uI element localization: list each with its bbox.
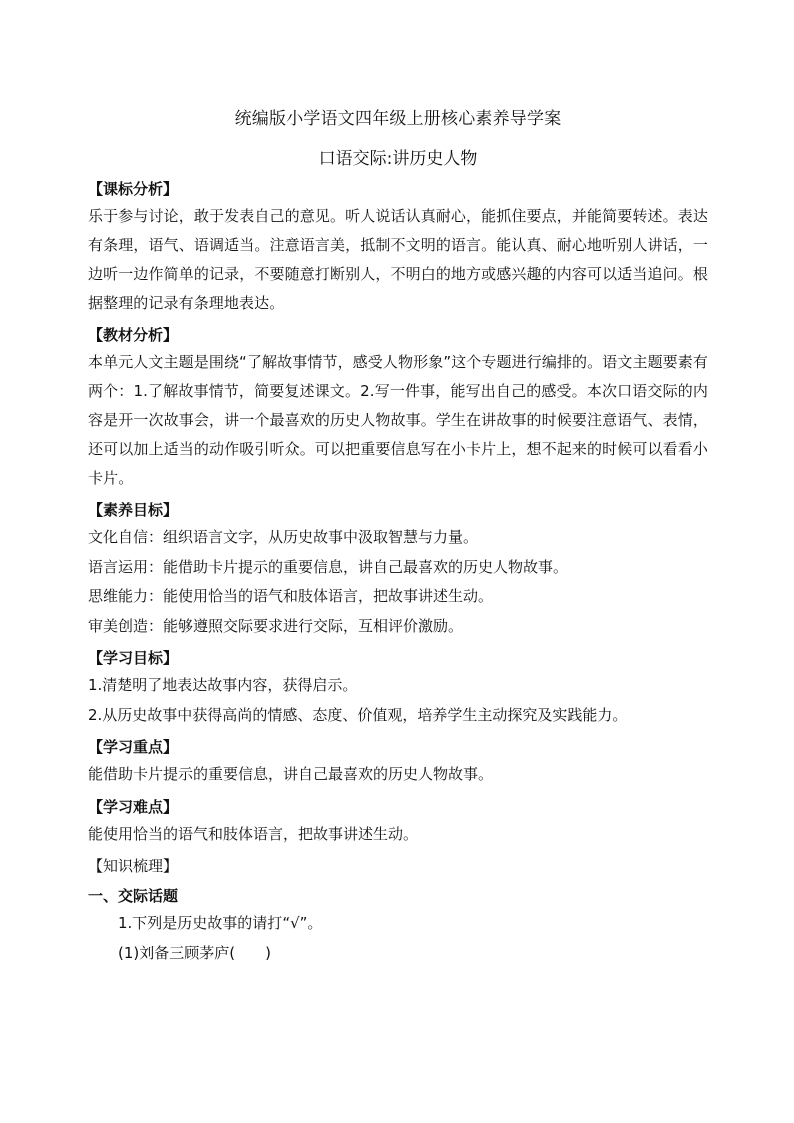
document-content (88, 104, 708, 968)
heading-zhishi: 【知识梳理】 (88, 857, 179, 875)
suyang-item-thinking: 思维能力：能使用恰当的语气和肢体语言，把故事讲述生动。 (88, 587, 494, 605)
subheading-jiaoji-huati: 一、交际话题 (88, 887, 179, 905)
suyang-item-aesthetic: 审美创造：能够遵照交际要求进行交际，互相评价激励。 (88, 616, 464, 635)
zhongdian-text: 能借助卡片提示的重要信息，讲自己最喜欢的历史人物故事。 (88, 765, 494, 783)
page-subtitle: 口语交际:讲历史人物 (318, 149, 478, 169)
heading-zhongdian: 【学习重点】 (88, 738, 179, 756)
paragraph-kebiao: 乐于参与讨论，敢于发表自己的意见。听人说话认真耐心，能抓住要点，并能简要转述。表达有条理，语气、语调适当。注意语言美，抵制不文明的语言。能认真、耐心地听别人讲话，一边听一边作简单的记录，不要随意打断别人，不明白的地方或感兴趣的内容可以适当追问。根据整理的记录有条理地表达。 (88, 207, 708, 312)
suyang-item-language: 语言运用：能借助卡片提示的重要信息，讲自己最喜欢的历史人物故事。 (88, 557, 569, 576)
heading-suyang: 【素养目标】 (88, 501, 179, 519)
heading-xuexi-mubiao: 【学习目标】 (88, 649, 179, 667)
paragraph-jiaocai: 本单元人文主题是围绕“了解故事情节，感受人物形象”这个专题进行编排的。语文主题要素有两个：1.了解故事情节，简要复述课文。2.写一件事，能写出自己的感受。本次口语交际的内容是开一次故事会，讲一个最喜欢的历史人物故事。学生在讲故事的时候要注意语气、表情，还可以加上适当的动作吸引听众。可以把重要信息写在小卡片上，想不起来的时候可以看看小卡片。 (88, 353, 708, 487)
question-1-option-1: (1)刘备三顾茅庐( ) (118, 943, 271, 962)
xuexi-mubiao-item-1: 1.清楚明了地表达故事内容，获得启示。 (88, 676, 358, 694)
suyang-item-culture: 文化自信：组织语言文字，从历史故事中汲取智慧与力量。 (88, 528, 479, 546)
nandian-text: 能使用恰当的语气和肢体语言，把故事讲述生动。 (88, 824, 419, 843)
heading-jiaocai: 【教材分析】 (88, 326, 179, 344)
page-title: 统编版小学语文四年级上册核心素养导学案 (234, 109, 562, 129)
xuexi-mubiao-item-2: 2.从历史故事中获得高尚的情感、态度、价值观，培养学生主动探究及实践能力。 (88, 705, 628, 724)
question-1: 1.下列是历史故事的请打“√”。 (118, 914, 323, 932)
heading-kebiao: 【课标分析】 (88, 180, 179, 198)
heading-nandian: 【学习难点】 (88, 797, 179, 816)
